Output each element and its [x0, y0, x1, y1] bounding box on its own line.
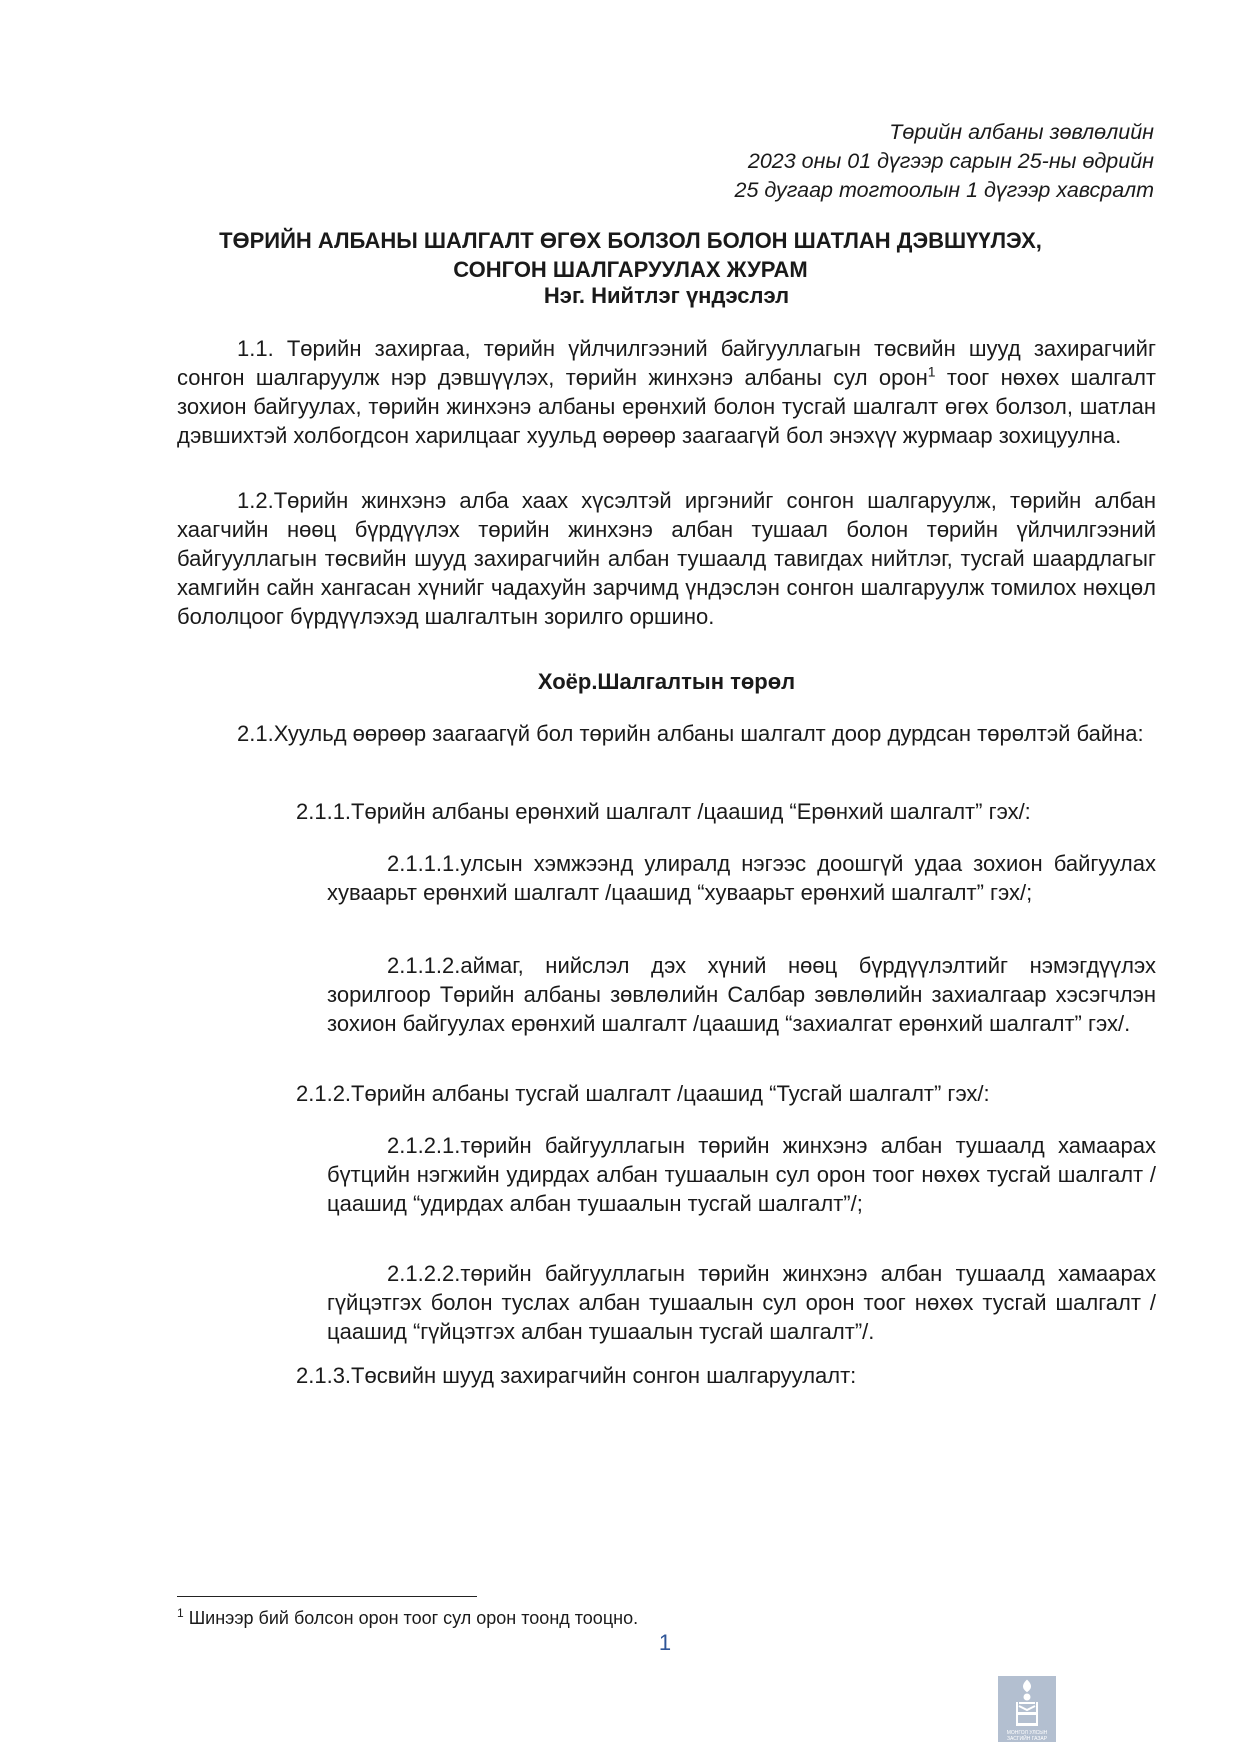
- section-heading: Хоёр.Шалгалтын төрөл: [537, 669, 796, 694]
- paragraph: 2.1.2.Төрийн албаны тусгай шалгалт /цаашид “Тусгай шалгалт” гэх/:: [296, 1081, 990, 1106]
- paragraph: 2.1.1.1.улсын хэмжээнд улиралд нэгээс доошгүй удаа зохион байгуулах хуваарьт ерөнхий шалгалт /цаашид “хуваарьт ерөнхий шалгалт” гэх/;: [327, 851, 1156, 905]
- section-heading: Нэг. Нийтлэг үндэслэл: [543, 283, 790, 308]
- paragraph: 2.1.2.1.төрийн байгууллагын төрийн жинхэнэ албан тушаалд хамаарах бүтцийн нэгжийн удирдах албан тушаалын сул орон тоог нөхөх тусгай шалгалт /цаашид “удирдах албан тушаалын тусгай шалгалт”/;: [327, 1133, 1156, 1216]
- footnote-reference[interactable]: 1: [927, 363, 936, 380]
- government-emblem: [998, 1676, 1056, 1742]
- emblem-text: ЗАСГИЙН ГАЗАР: [1006, 1736, 1048, 1742]
- paragraph: 2.1.2.2.төрийн байгууллагын төрийн жинхэнэ албан тушаалд хамаарах гүйцэтгэх болон туслах албан тушаалын сул орон тоог нөхөх тусгай шалгалт /цаашид “гүйцэтгэх албан тушаалын тусгай шалгалт”/.: [327, 1261, 1156, 1344]
- paragraph: [177, 334, 1156, 450]
- emblem-text: МОНГОЛ УЛСЫН: [1006, 1730, 1048, 1736]
- paragraph: 2.1.3.Төсвийн шууд захирагчийн сонгон шалгаруулалт:: [296, 1363, 857, 1388]
- paragraph: 2.1.Хуульд өөрөөр заагаагүй бол төрийн албаны шалгалт доор дурдсан төрөлтэй байна:: [237, 721, 1144, 746]
- document-title: [150, 226, 1111, 284]
- header-note: [735, 118, 1155, 205]
- footnote-text: Шинээр бий болсон орон тоог сул орон тоонд тооцно.: [183, 1608, 639, 1628]
- header-note-line: 2023 оны 01 дүгээр сарын 25-ны өдрийн: [747, 149, 1154, 173]
- paragraph-text: 1.1. Төрийн захиргаа, төрийн үйлчилгээний байгууллагын төсвийн шууд захирагчийг сонгон шалгаруулж нэр дэвшүүлэх, төрийн жинхэнэ албаны сул орон: [177, 336, 1156, 390]
- footnote-mark: 1: [177, 1606, 184, 1620]
- document-title-line: СОНГОН ШАЛГАРУУЛАХ ЖУРАМ: [453, 257, 808, 282]
- header-note-line: Төрийн албаны зөвлөлийн: [889, 120, 1154, 144]
- footnote-separator: [177, 1596, 477, 1597]
- paragraph-text: тоог нөхөх шалгалт зохион байгуулах, төрийн жинхэнэ албаны ерөнхий болон тусгай шалгалт өгөх болзол, шатлан дэвшихтэй холбогдсон харилцааг хуульд өөрөөр заагаагүй бол энэхүү журмаар зохицуулна.: [177, 365, 1156, 448]
- paragraph: 2.1.1.Төрийн албаны ерөнхий шалгалт /цаашид “Ерөнхий шалгалт” гэх/:: [296, 799, 1031, 824]
- footnote: [177, 1607, 638, 1629]
- paragraph: 2.1.1.2.аймаг, нийслэл дэх хүний нөөц бүрдүүлэлтийг нэмэгдүүлэх зорилгоор Төрийн албаны зөвлөлийн Салбар зөвлөлийн захиалгаар хэсэгчлэн зохион байгуулах ерөнхий шалгалт /цаашид “захиалгат ерөнхий шалгалт” гэх/.: [327, 953, 1156, 1036]
- document-title-line: ТӨРИЙН АЛБАНЫ ШАЛГАЛТ ӨГӨХ БОЛЗОЛ БОЛОН ШАТЛАН ДЭВШҮҮЛЭХ,: [219, 228, 1042, 253]
- soyombo-emblem-icon: [998, 1676, 1056, 1742]
- paragraph: 1.2.Төрийн жинхэнэ алба хаах хүсэлтэй иргэнийг сонгон шалгаруулж, төрийн албан хаагчийн нөөц бүрдүүлэх төрийн жинхэнэ албан тушаал болон төрийн үйлчилгээний байгууллагын төсвийн шууд захирагчийн албан тушаалд тавигдах нийтлэг, тусгай шаардлагыг хамгийн сайн хангасан хүнийг чадахуйн зарчимд үндэслэн сонгон шалгаруулж томилох нөхцөл бололцоог бүрдүүлэхэд шалгалтын зорилго оршино.: [177, 488, 1156, 629]
- page-number: 1: [658, 1630, 672, 1655]
- header-note-line: 25 дугаар тогтоолын 1 дүгээр хавсралт: [734, 178, 1154, 202]
